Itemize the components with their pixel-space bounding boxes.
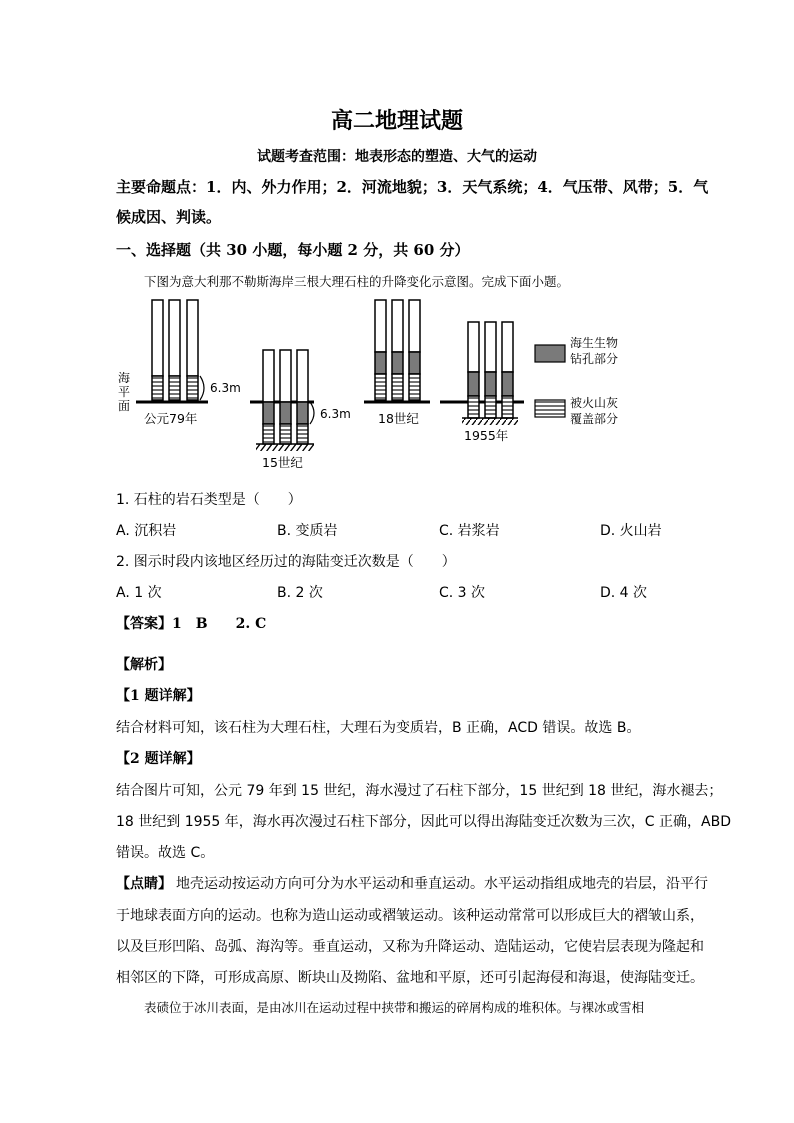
q1-option-a: A. 沉积岩 [116,523,177,539]
q1-option-c: C. 岩浆岩 [439,523,500,539]
tip-line-2: 于地球表面方向的运动。也称为造山运动或褶皱运动。该种运动常常可以形成巨大的褶皱山系， [116,908,704,924]
column-diagram [110,292,670,472]
q2-explain-heading: 【2 题详解】 [116,751,201,767]
period-15th-century: 15世纪 [262,455,303,470]
legend-ash-swatch [535,400,565,417]
figure-caption: 下图为意大利那不勒斯海岸三根大理石柱的升降变化示意图。完成下面小题。 [144,274,570,289]
columns-18th-century [364,300,430,426]
legend-ash-line1: 被火山灰 [570,396,619,410]
legend-bored-line1: 海生生物 [570,336,619,350]
q2-option-c: C. 3 次 [439,585,486,601]
answer-label: 【答案】 [116,616,172,632]
q1-explain-heading: 【1 题详解】 [116,688,201,704]
topics-line-2: 候成因、判读。 [116,208,222,226]
sea-level-char-2: 平 [118,385,131,399]
sea-level-char-1: 海 [118,371,131,385]
page-title: 高二地理试题 [330,108,463,134]
measure-label-2: 6.3m [320,407,351,421]
legend-bored-line2: 钻孔部分 [570,352,619,366]
q2-explain-line-2: 18 世纪到 1955 年，海水再次漫过石柱下部分，因此可以得出海陆变迁次数为三次，C 正确，ABD [116,814,731,830]
measure-label-1: 6.3m [210,381,241,395]
section-heading: 一、选择题（共 30 小题，每小题 2 分，共 60 分） [116,241,470,259]
q1-explain-text: 结合材料可知，该石柱为大理石柱，大理石为变质岩，B 正确，ACD 错误。故选 B。 [116,720,641,736]
period-18th-century: 18世纪 [378,411,419,426]
q1-option-d: D. 火山岩 [600,523,662,539]
q2-option-b: B. 2 次 [277,585,323,601]
tip-line-4: 相邻区的下降，可形成高原、断块山及拗陷、盆地和平原，还可引起海侵和海退，使海陆变迁。 [116,970,704,986]
tip-label: 【点睛】 [116,876,172,892]
legend-bored-swatch [535,345,565,362]
sea-level-char-3: 面 [118,399,131,413]
analysis-heading: 【解析】 [116,657,172,673]
period-1955: 1955年 [464,428,509,443]
answer-text: 1 B 2. C [172,616,267,632]
columns-ad79 [136,300,241,426]
period-ad79: 公元79年 [144,411,198,426]
q2-explain-line-3: 错误。故选 C。 [116,845,215,861]
question-1-stem: 1. 石柱的岩石类型是（ ） [116,492,302,508]
exam-scope: 试题考查范围：地表形态的塑造、大气的运动 [257,149,537,165]
diagram-legend [535,335,618,426]
columns-1955 [440,322,524,443]
tip-line-3: 以及巨形凹陷、岛弧、海沟等。垂直运动，又称为升降运动、造陆运动，它使岩层表现为隆起和 [116,939,704,955]
legend-ash-line2: 覆盖部分 [570,412,619,426]
tip-line-1: 地壳运动按运动方向可分为水平运动和垂直运动。水平运动指组成地壳的岩层，沿平行 [176,876,708,892]
q2-explain-line-1: 结合图片可知，公元 79 年到 15 世纪，海水漫过了石柱下部分，15 世纪到 18 世纪，海水褪去； [116,783,723,799]
q2-option-a: A. 1 次 [116,585,162,601]
q1-option-b: B. 变质岩 [277,523,338,539]
topics-line-1: 主要命题点：1．内、外力作用；2．河流地貌；3．天气系统；4．气压带、风带；5．气 [116,178,709,196]
next-passage-start: 表碛位于冰川表面，是由冰川在运动过程中挟带和搬运的碎屑构成的堆积体。与裸冰或雪相 [144,1000,645,1015]
q2-option-d: D. 4 次 [600,585,648,601]
question-2-stem: 2. 图示时段内该地区经历过的海陆变迁次数是（ ） [116,554,456,570]
columns-15th-century [250,350,351,470]
